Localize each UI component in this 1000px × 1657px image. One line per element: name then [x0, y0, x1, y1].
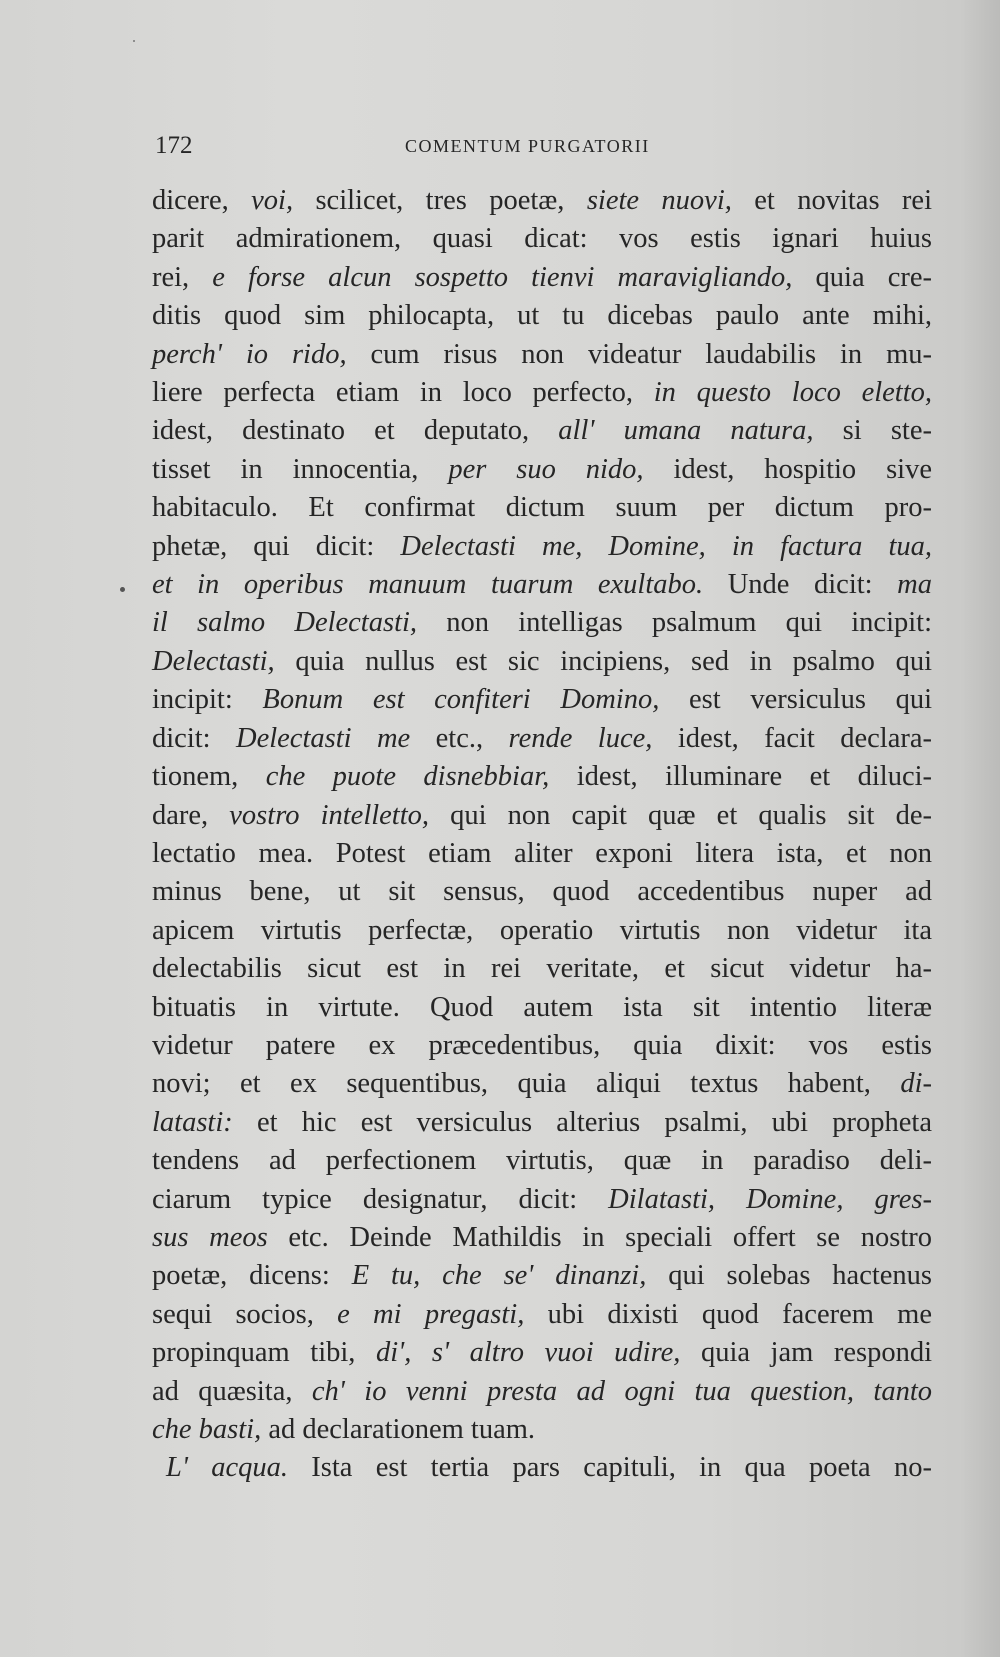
text-line	[152, 1373, 932, 1411]
italic-quotation: di', s' altro vuoi udire,	[375, 1337, 681, 1369]
text-line	[152, 989, 932, 1027]
text-segment: etc.,	[410, 722, 509, 754]
text-segment: cum risus non videatur laudabilis in mu-	[346, 338, 932, 370]
text-segment: qui solebas hactenus	[646, 1260, 933, 1292]
text-segment: phetæ, qui dicit:	[152, 530, 401, 562]
text-segment: novi; et ex sequentibus, quia aliqui textus habent,	[152, 1068, 901, 1100]
text-line	[152, 1334, 932, 1372]
text-line	[152, 566, 932, 604]
text-line	[152, 1142, 932, 1180]
text-segment: minus bene, ut sit sensus, quod accedentibus nuper ad	[152, 876, 932, 908]
text-segment: videtur patere ex præcedentibus, quia dixit: vos estis	[152, 1029, 932, 1061]
text-segment: idest, facit declara-	[652, 722, 932, 754]
text-segment: dicit:	[152, 722, 236, 754]
italic-quotation: latasti:	[152, 1106, 233, 1138]
italic-quotation: Dilatasti, Domine, gres-	[608, 1183, 932, 1215]
text-segment: bituatis in virtute. Quod autem ista sit intentio literæ	[152, 991, 932, 1023]
text-line	[152, 220, 932, 258]
text-segment: tisset in innocentia,	[152, 453, 449, 485]
italic-quotation: sus meos	[152, 1221, 268, 1253]
italic-quotation: et in operibus manuum tuarum exultabo.	[152, 569, 704, 601]
italic-quotation: e forse alcun sospetto tienvi maravigliando,	[212, 261, 793, 293]
text-line	[152, 873, 932, 911]
italic-quotation: Delectasti me, Domine, in factura tua,	[400, 530, 932, 562]
text-line	[152, 1449, 932, 1487]
text-line	[152, 835, 932, 873]
text-line	[152, 1411, 932, 1449]
text-segment: Ista est tertia pars capituli, in qua poeta no-	[288, 1452, 932, 1484]
text-segment: Unde dicit:	[703, 569, 898, 601]
italic-quotation: Bonum est confiteri Domino,	[262, 684, 660, 716]
text-line	[152, 912, 932, 950]
text-segment: habitaculo. Et confirmat dictum suum per dictum pro-	[152, 492, 932, 524]
italic-quotation: siete nuovi,	[586, 185, 732, 216]
text-segment: parit admirationem, quasi dicat: vos estis ignari huius	[152, 223, 932, 255]
text-segment: ad quæsita,	[152, 1375, 312, 1407]
italic-quotation: E tu, che se' dinanzi,	[351, 1260, 647, 1292]
italic-quotation: all' umana natura,	[558, 415, 814, 447]
text-segment: scilicet, tres poetæ,	[293, 185, 587, 216]
text-segment: tendens ad perfectionem virtutis, quæ in paradiso deli-	[152, 1145, 932, 1177]
text-line	[152, 1296, 932, 1334]
text-line	[152, 528, 932, 566]
text-line	[152, 1219, 932, 1257]
italic-quotation: che basti,	[152, 1414, 262, 1445]
italic-quotation: e mi pregasti,	[337, 1298, 525, 1330]
text-line	[152, 643, 932, 681]
italic-quotation: ma	[897, 569, 932, 601]
text-segment: apicem virtutis perfectæ, operatio virtutis non videtur ita	[152, 914, 932, 946]
text-segment: quia cre-	[792, 261, 932, 293]
text-line	[152, 374, 932, 412]
text-line	[152, 1257, 932, 1295]
text-line	[152, 451, 932, 489]
text-line	[152, 1104, 932, 1142]
text-line	[152, 681, 932, 719]
text-line	[152, 297, 932, 335]
italic-quotation: L' acqua.	[166, 1452, 288, 1484]
italic-quotation: il salmo Delectasti,	[152, 607, 418, 639]
text-segment: liere perfecta etiam in loco perfecto,	[152, 377, 654, 409]
text-line	[152, 1181, 932, 1219]
italic-quotation: Delectasti,	[152, 645, 275, 677]
body-text	[152, 182, 932, 1488]
text-segment: rei,	[152, 261, 213, 293]
text-segment: delectabilis sicut est in rei veritate, et sicut videtur ha-	[152, 953, 932, 985]
text-line	[152, 797, 932, 835]
page-number: 172	[155, 132, 193, 159]
italic-quotation: rende luce,	[508, 722, 653, 754]
italic-quotation: Delectasti me	[236, 722, 411, 754]
text-line	[152, 950, 932, 988]
text-segment: idest, hospitio sive	[643, 453, 932, 485]
text-segment: ubi dixisti quod facerem me	[524, 1298, 933, 1330]
text-segment: tionem,	[152, 761, 266, 793]
italic-quotation: ch' io venni presta ad ogni tua question, tanto	[311, 1375, 932, 1407]
italic-quotation: perch' io rido,	[152, 338, 347, 370]
margin-dot-mark	[120, 587, 125, 592]
text-line	[152, 489, 932, 527]
text-segment: idest, destinato et deputato,	[152, 415, 559, 447]
text-segment: ad declarationem tuam.	[261, 1414, 536, 1445]
text-segment: idest, illuminare et diluci-	[549, 761, 933, 793]
italic-quotation: in questo loco eletto,	[653, 377, 933, 409]
text-segment: ditis quod sim philocapta, ut tu dicebas paulo ante mihi,	[152, 300, 932, 332]
text-line	[152, 1065, 932, 1103]
italic-quotation: che puote disnebbiar,	[265, 761, 550, 793]
text-line	[152, 604, 932, 642]
text-segment: si ste-	[813, 415, 932, 447]
text-line	[152, 720, 932, 758]
text-segment: et novitas rei	[731, 185, 932, 216]
text-segment: et hic est versiculus alterius psalmi, ubi propheta	[232, 1106, 932, 1138]
text-segment: dicere,	[152, 185, 252, 216]
italic-quotation: vostro intelletto,	[229, 799, 430, 831]
italic-quotation: voi,	[251, 185, 294, 216]
text-segment: quia jam respondi	[680, 1337, 932, 1369]
text-line	[152, 259, 932, 297]
text-line	[152, 1027, 932, 1065]
italic-quotation: per suo nido,	[448, 453, 644, 485]
text-segment: est versiculus qui	[659, 684, 933, 716]
text-segment: incipit:	[152, 684, 263, 716]
text-segment: non intelligas psalmum qui incipit:	[417, 607, 932, 639]
italic-quotation: di-	[900, 1068, 932, 1100]
text-segment: lectatio mea. Potest etiam aliter exponi litera ista, et non	[152, 837, 932, 869]
text-line	[152, 182, 932, 220]
text-segment: propinquam tibi,	[152, 1337, 376, 1369]
text-segment: dare,	[152, 799, 230, 831]
text-line	[152, 412, 932, 450]
text-segment: quia nullus est sic incipiens, sed in psalmo qui	[274, 645, 932, 677]
text-segment: etc. Deinde Mathildis in speciali offert se nostro	[267, 1221, 932, 1253]
paper-speck	[133, 40, 135, 42]
text-segment: poetæ, dicens:	[152, 1260, 352, 1292]
text-segment: ciarum typice designatur, dicit:	[152, 1183, 609, 1215]
text-line	[152, 336, 932, 374]
gutter-shadow	[960, 0, 1000, 1657]
text-segment: sequi socios,	[152, 1298, 338, 1330]
running-title: COMENTUM PURGATORII	[405, 136, 650, 156]
text-segment: qui non capit quæ et qualis sit de-	[429, 799, 932, 831]
text-line	[152, 758, 932, 796]
running-head	[155, 132, 935, 164]
